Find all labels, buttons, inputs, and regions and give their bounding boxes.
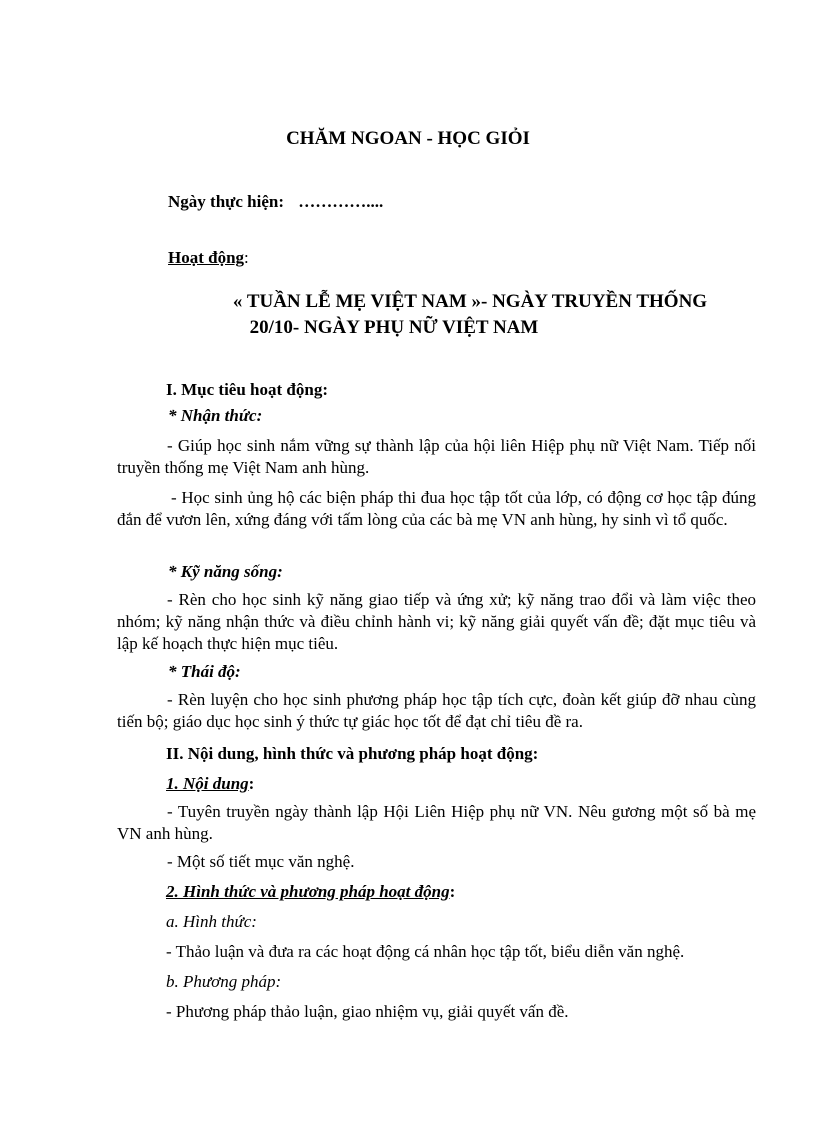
skills-heading: * Kỹ năng sống: xyxy=(168,562,283,581)
form-a-label: a. Hình thức: xyxy=(166,912,257,931)
form-b-text: - Phương pháp thảo luận, giao nhiệm vụ, giải quyết vấn đề. xyxy=(166,1002,569,1021)
date-line xyxy=(168,191,383,213)
section-1-heading: I. Mục tiêu hoạt động: xyxy=(166,380,328,399)
form-heading-line xyxy=(166,881,455,903)
activity-colon: : xyxy=(244,248,249,267)
document-title: CHĂM NGOAN - HỌC GIỎI xyxy=(286,128,530,149)
content-paragraph-2: - Một số tiết mục văn nghệ. xyxy=(167,852,355,871)
attitude-heading: * Thái độ: xyxy=(168,662,241,681)
skills-paragraph-1: - Rèn cho học sinh kỹ năng giao tiếp và ứng xử; kỹ năng trao đổi và làm việc theo nhóm; kỹ năng nhận thức và điều chỉnh hành vi; kỹ năng giải quyết vấn đề; đặt mục tiêu và lập kế hoạch thực hiện mục tiêu. xyxy=(117,590,756,653)
knowledge-paragraph-1: - Giúp học sinh nắm vững sự thành lập của hội liên Hiệp phụ nữ Việt Nam. Tiếp nối truyền thống mẹ Việt Nam anh hùng. xyxy=(117,436,756,477)
activity-line xyxy=(168,247,249,269)
form-b-label: b. Phương pháp: xyxy=(166,972,282,991)
activity-label: Hoạt động xyxy=(168,248,245,267)
form-a-text: - Thảo luận và đưa ra các hoạt động cá nhân học tập tốt, biểu diễn văn nghệ. xyxy=(166,942,685,961)
knowledge-paragraph-2: - Học sinh ủng hộ các biện pháp thi đua học tập tốt của lớp, có động cơ học tập đúng đắn để vươn lên, xứng đáng với tấm lòng của các bà mẹ VN anh hùng, hy sinh vì tổ quốc. xyxy=(117,488,756,529)
content-paragraph-1: - Tuyên truyền ngày thành lập Hội Liên Hiệp phụ nữ VN. Nêu gương một số bà mẹ VN anh hùng. xyxy=(117,802,756,843)
date-value: ………….... xyxy=(298,192,384,211)
content-heading: 1. Nội dung xyxy=(166,774,249,793)
content-colon: : xyxy=(248,774,255,793)
attitude-paragraph-1: - Rèn luyện cho học sinh phương pháp học tập tích cực, đoàn kết giúp đỡ nhau cùng tiến bộ; giáo dục học sinh ý thức tự giác học tốt để đạt chỉ tiêu đề ra. xyxy=(117,690,756,731)
activity-title-line-1: « TUẦN LỄ MẸ VIỆT NAM »- NGÀY TRUYỀN THỐNG xyxy=(232,291,708,312)
date-label: Ngày thực hiện: xyxy=(168,192,284,211)
form-colon: : xyxy=(449,882,456,901)
content-heading-line xyxy=(166,773,254,795)
knowledge-heading: * Nhận thức: xyxy=(168,406,263,425)
activity-title-line-2: 20/10- NGÀY PHỤ NỮ VIỆT NAM xyxy=(249,317,539,338)
section-2-heading: II. Nội dung, hình thức và phương pháp hoạt động: xyxy=(166,744,539,763)
form-heading: 2. Hình thức và phương pháp hoạt động xyxy=(166,882,450,901)
